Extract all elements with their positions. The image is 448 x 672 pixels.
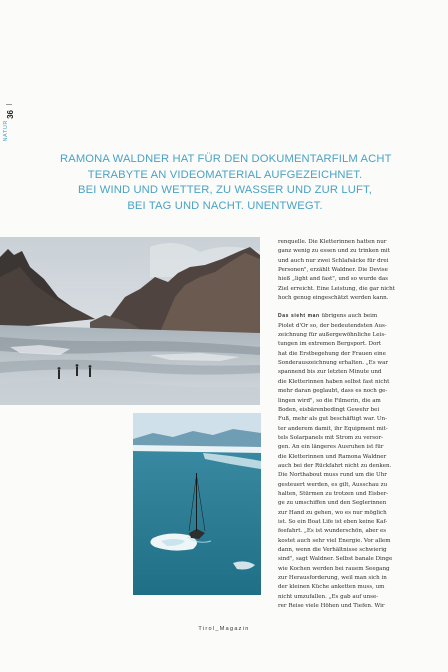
text-line: zeichnung für außergewöhnliche Leis- xyxy=(278,332,387,339)
text-line: dann, wenn die Verhältnisse schwierig xyxy=(278,547,387,553)
text-line: Die Northabout muss rund um die Uhr xyxy=(278,472,387,479)
text-line: auch bei der Rückfahrt nicht zu denken. xyxy=(278,462,392,469)
text-line: hoch genug eingeschätzt werden kann. xyxy=(278,295,389,302)
text-line: die Kletterinnen haben selbst fast nicht xyxy=(278,378,390,385)
text-line: Piolet d'Or so, der bedeutendsten Aus- xyxy=(278,322,387,329)
text-line: halten, Stürmen zu trotzen und Eisber- xyxy=(278,490,389,497)
text-line: die Kletterinnen und Ramona Waldner xyxy=(278,453,387,460)
text-line xyxy=(278,312,418,321)
text-line: Sonderauszeichnung erhalten. „Es war xyxy=(278,360,389,367)
text-line: spannend bis zur letzten Minute und xyxy=(278,369,382,376)
text-line: ge zu umschiffen und den Seglerinnen xyxy=(278,500,387,507)
lead-in: Das sieht man xyxy=(278,313,320,320)
text-line: tungen im extremen Bergsport. Dort xyxy=(278,341,382,348)
paragraph-2 xyxy=(278,312,418,611)
glacier-expedition-photo xyxy=(0,237,260,405)
text-line: kostet auch sehr viel Energie. Vor allem xyxy=(278,537,391,544)
text-line: Fuß, mehr als gut beschäftigt war. Un- xyxy=(278,416,387,423)
pull-quote-line: RAMONA WALDNER HAT FÜR DEN DOKUMENTARFILM ACHT xyxy=(60,153,392,165)
text-line: der kleinen Küche anketten muss, um xyxy=(278,584,385,591)
text-line: und auch nur zwei Schlafsäcke für drei xyxy=(278,257,389,264)
text-line: ter anderem damit, ihr Equipment mit- xyxy=(278,425,388,432)
text-line: ist. So ein Boat Life ist eben keine Kaf- xyxy=(278,518,388,525)
text-line: Personen", erzählt Waldner. Die Devise xyxy=(278,267,388,274)
text-line: sind", sagt Waldner. Selbst banale Dinge xyxy=(278,556,393,563)
side-rule xyxy=(6,104,12,105)
text-fragment: übrigens auch beim xyxy=(319,313,378,320)
text-line: feefahrt. „Es ist wunderschön, aber es xyxy=(278,528,387,535)
text-line: zur Hand zu gehen, wo es nur möglich xyxy=(278,509,387,516)
text-line: gen. An ein längeres Ausruhen ist für xyxy=(278,444,384,451)
pull-quote-line: BEI TAG UND NACHT. UNENTWEGT. xyxy=(127,199,323,212)
page-number: 36 xyxy=(6,110,15,119)
pull-quote xyxy=(60,152,390,214)
text-line: nicht umzufallen. „Es gab auf unse- xyxy=(278,593,379,600)
text-line: Boden, eisbärenbedingt Gewehr bei xyxy=(278,406,380,413)
text-line: hat die Erstbegehung der Frauen eine xyxy=(278,350,386,357)
text-line: wie Kochen werden bei rauem Seegang xyxy=(278,565,390,572)
text-line: rer Reise viele Höhen und Tiefen. Wir xyxy=(278,603,385,610)
magazine-footer: Tirol_Magazin xyxy=(198,626,250,632)
text-line: renquelle. Die Kletterinnen hatten nur xyxy=(278,239,387,245)
pull-quote-line: BEI WIND UND WETTER, ZU WASSER UND ZUR LUFT, xyxy=(78,184,372,197)
paragraph-1 xyxy=(278,238,418,303)
text-line: mehr daran geglaubt, dass es noch ge- xyxy=(278,388,388,395)
text-line: tels Solarpanels mit Strom zu versor- xyxy=(278,434,383,441)
text-line: gesteuert werden, es gilt, Ausschau zu xyxy=(278,481,388,488)
text-line: ganz wenig zu essen und zu trinken mit xyxy=(278,248,390,255)
article-body xyxy=(278,238,418,611)
section-label: NATUR xyxy=(3,120,9,142)
text-line: Ziel erreicht. Eine Leistung, die gar nicht xyxy=(278,285,395,292)
text-line: zur Herausforderung, weil man sich in xyxy=(278,575,387,582)
sailboat-ice-aerial-photo xyxy=(133,413,261,595)
text-line: hieß „light and fast", und so wurde das xyxy=(278,276,389,283)
text-line: lingen wird", so die Filmerin, die am xyxy=(278,397,381,404)
pull-quote-line: TERABYTE AN VIDEOMATERIAL AUFGEZEICHNET. xyxy=(87,168,363,181)
